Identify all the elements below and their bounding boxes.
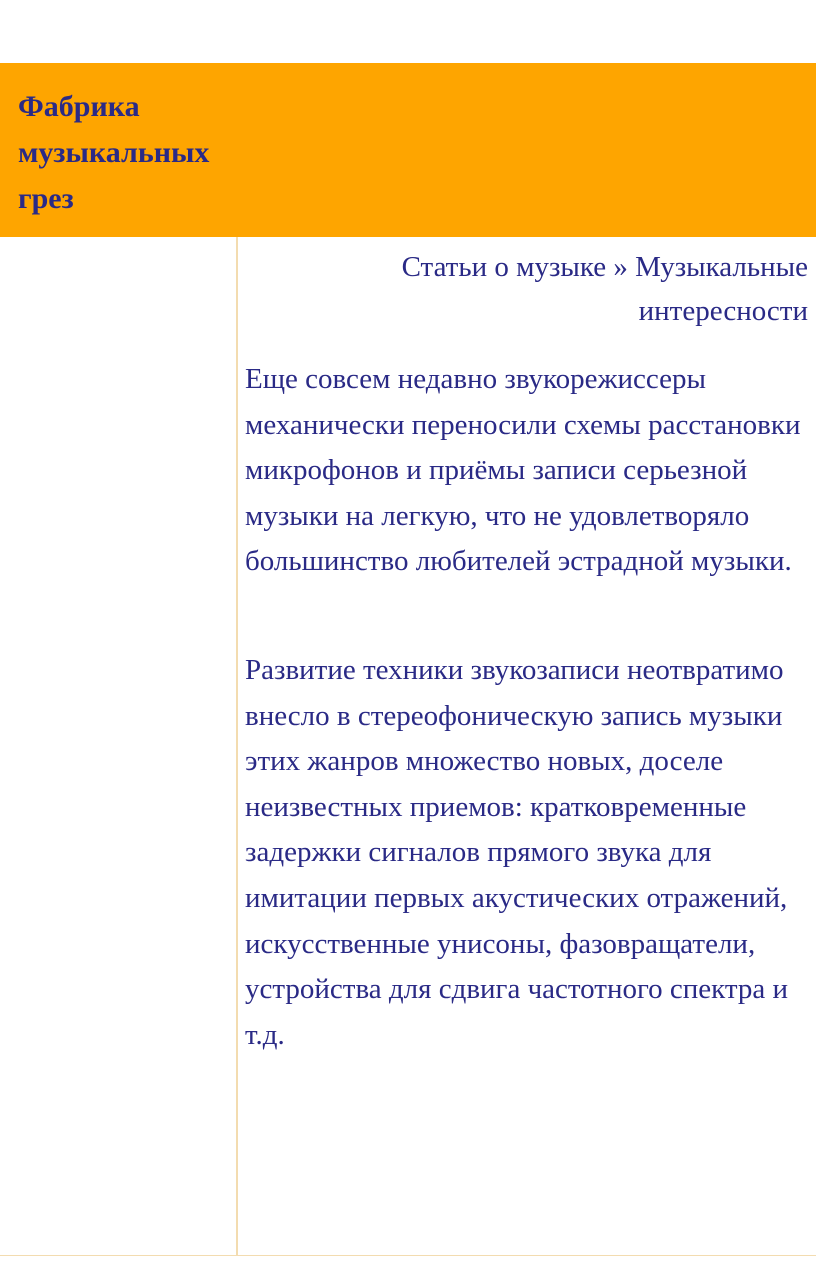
site-title: Фабрика музыкальных грез xyxy=(18,90,210,215)
article-paragraph: Еще совсем недавно звукорежиссеры механически переносили схемы расстановки микрофонов и приёмы записи серьезной музыки на легкую, что не удовлетворяло большинство любителей эстрадной музыки. xyxy=(245,363,801,578)
breadcrumb-separator: » xyxy=(606,251,636,283)
breadcrumb-current-page: Музыкальные интересности xyxy=(635,251,808,327)
sidebar-column xyxy=(0,237,237,1256)
article-paragraph: Развитие техники звукозаписи неотвратимо внесло в стереофоническую запись музыки этих жанров множество новых, доселе неизвестных приемов: кратковременные задержки сигналов прямого звука для имитации первых акустических отражений, искусственные унисоны, фазовращатели, устройства для сдвига частотного спектра и т.д. xyxy=(245,654,789,1051)
breadcrumb-section-link[interactable]: Статьи о музыке xyxy=(401,251,607,283)
breadcrumb xyxy=(262,245,808,333)
